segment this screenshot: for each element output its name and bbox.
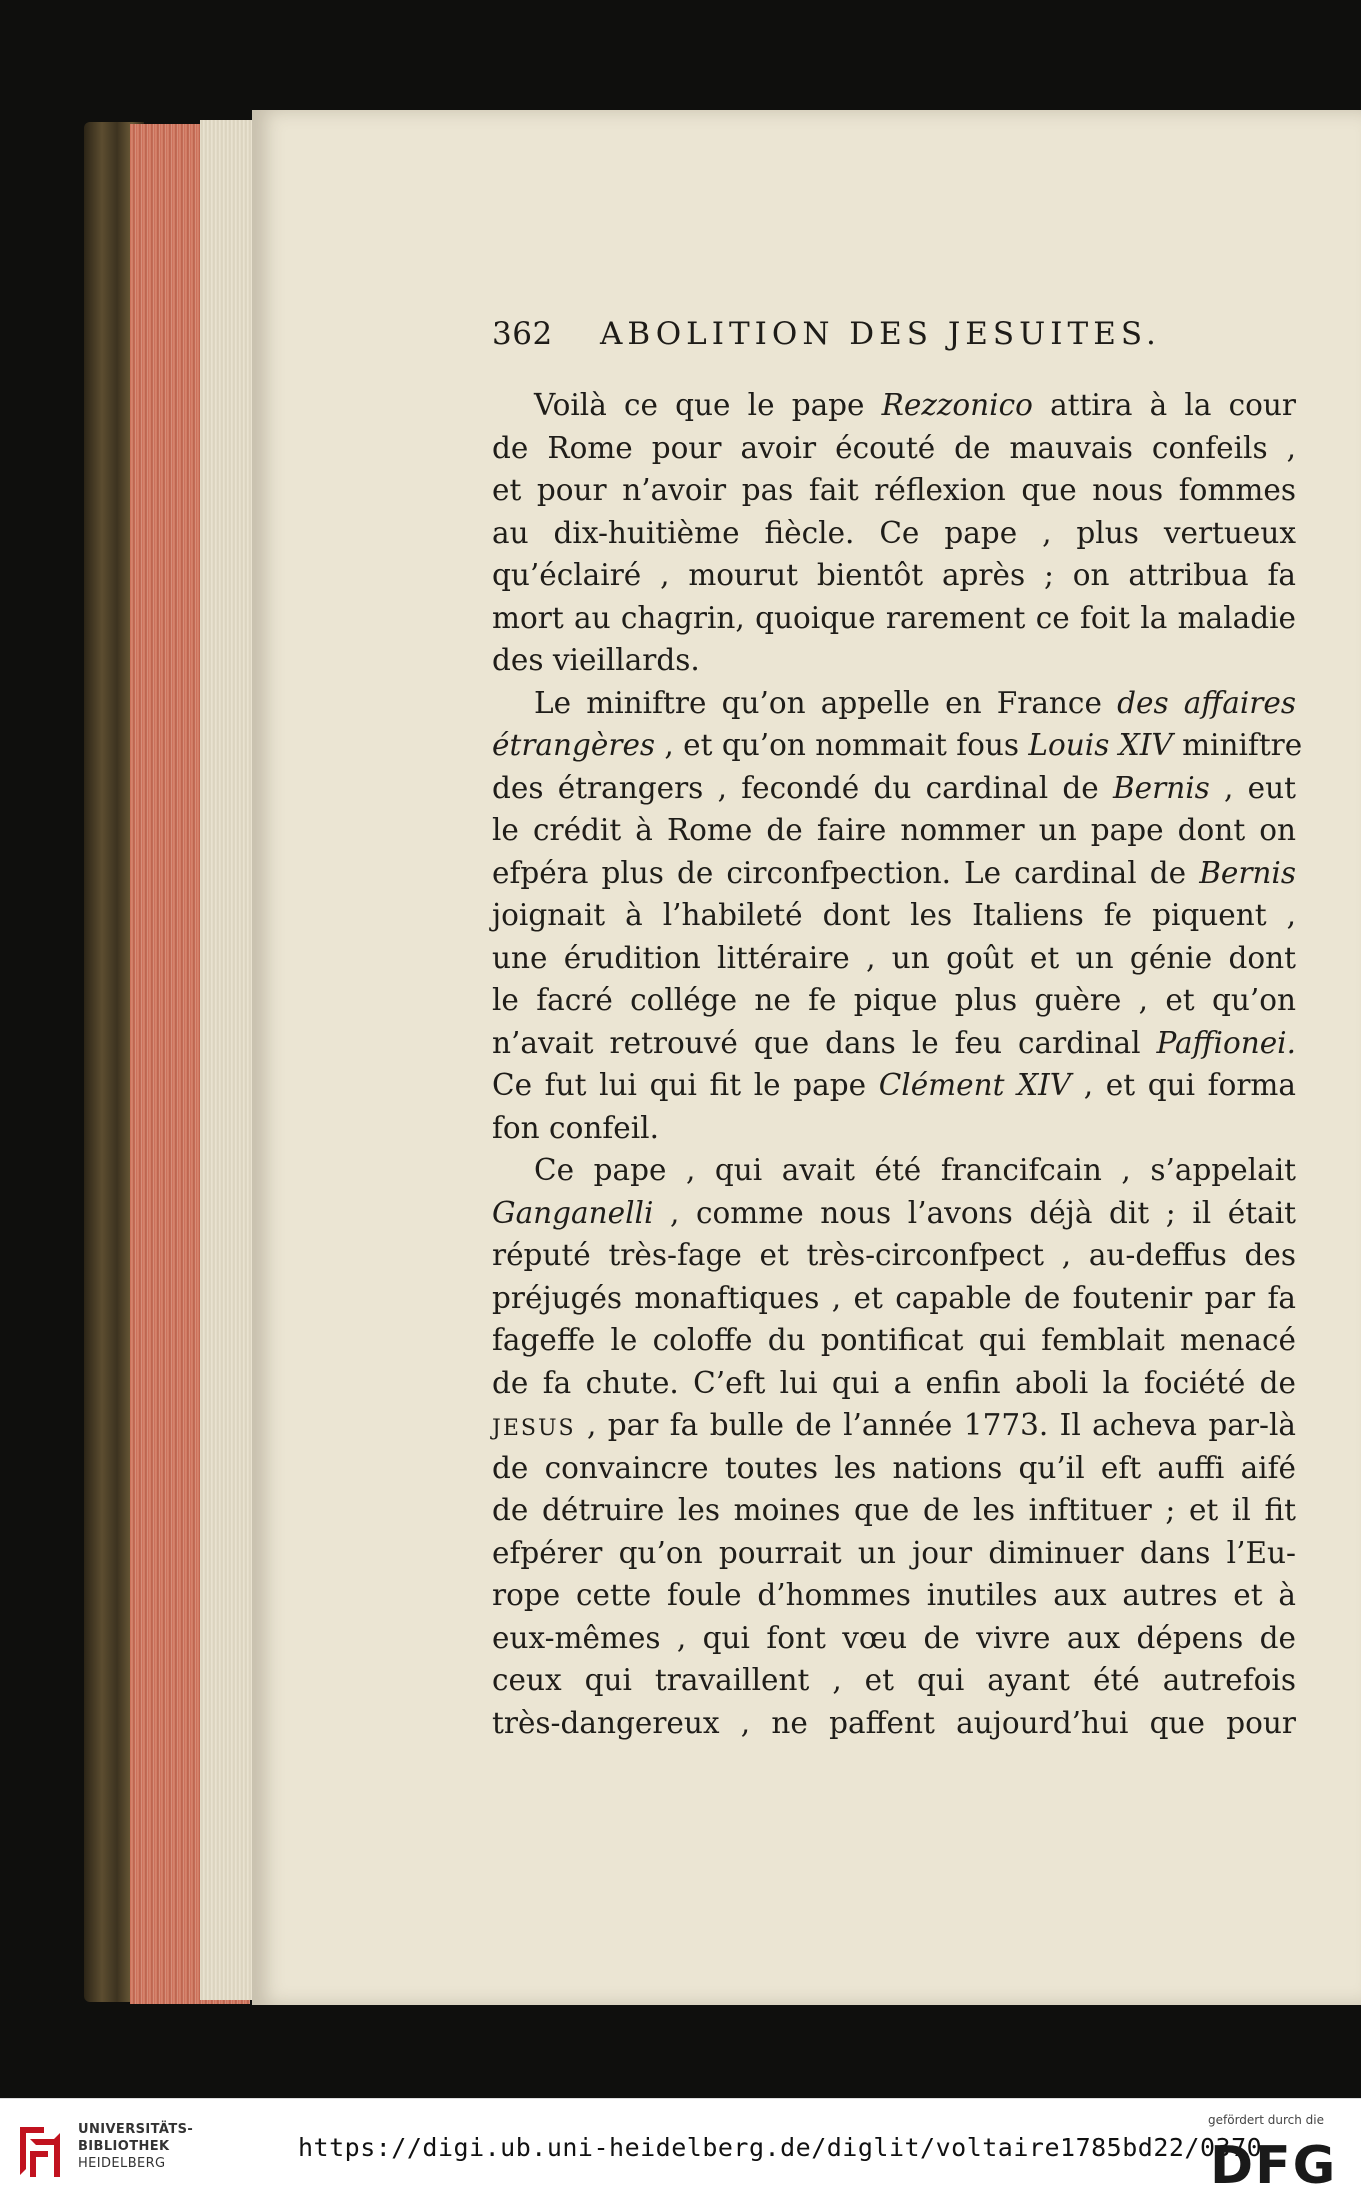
italic-run: Rezzonico: [881, 388, 1033, 422]
funding-label: gefördert durch die: [1208, 2113, 1324, 2127]
text-line: [492, 1022, 1296, 1065]
text-line: [492, 1319, 1296, 1362]
library-name: [78, 2121, 193, 2172]
text-run: de Rome pour avoir écouté de mauvais confeils ,: [492, 430, 1296, 465]
text-run: Le miniftre qu’on appelle en France: [534, 685, 1118, 720]
page-fore-edge: [200, 120, 256, 2000]
text-run: de détruire les moines que de les inftituer ; et il fit: [492, 1493, 1296, 1527]
text-run: au dix-huitième fiècle. Ce pape , plus vertueux: [492, 515, 1296, 550]
text-run: efpéra plus de circonfpection. Le cardinal de: [492, 855, 1200, 890]
text-line: [492, 1659, 1296, 1702]
text-line: [492, 1532, 1296, 1575]
text-run: eux-mêmes , qui font vœu de vivre aux dépens de: [492, 1620, 1296, 1655]
text-line: [492, 427, 1296, 470]
library-name-line: HEIDELBERG: [78, 2156, 166, 2171]
text-line: [492, 1064, 1296, 1107]
page-number: 362: [492, 316, 553, 352]
text-run: très-dangereux , ne paffent aujourd’hui que pour: [492, 1705, 1296, 1740]
text-run: Voilà ce que le pape: [534, 388, 882, 422]
dfg-logo-text: DFG: [1210, 2136, 1338, 2191]
text-run: , et qu’on nommait fous: [655, 728, 1029, 762]
body-text: [492, 384, 1303, 1744]
text-line: [492, 384, 1296, 427]
text-run: le crédit à Rome de faire nommer un pape dont on: [492, 813, 1296, 847]
text-run: le facré collége ne fe pique plus guère , et qu’on: [492, 983, 1296, 1017]
italic-run: Louis XIV: [1028, 728, 1173, 762]
italic-run: Ganganelli: [492, 1195, 654, 1230]
text-line: [492, 1277, 1296, 1320]
text-run: une érudition littéraire , un goût et un génie dont: [492, 940, 1296, 975]
text-line: [492, 1702, 1296, 1745]
text-run: qu’éclairé , mourut bientôt après ; on attribua fa: [492, 558, 1296, 592]
text-run: , et qui forma: [1071, 1068, 1296, 1102]
italic-run: Clément XIV: [878, 1068, 1072, 1102]
text-line: [492, 554, 1296, 597]
text-run: fageffe le coloffe du pontificat qui femblait menacé: [492, 1323, 1296, 1357]
text-run: des vieillards.: [492, 643, 700, 677]
text-line: [492, 724, 1303, 767]
text-run: , eut: [1209, 770, 1296, 805]
text-line: [492, 937, 1296, 980]
text-run: miniftre: [1172, 728, 1303, 762]
text-run: des étrangers , fecondé du cardinal de: [492, 770, 1113, 805]
text-run: ceux qui travaillent , et qui ayant été autrefois: [492, 1663, 1296, 1697]
text-run: de fa chute. C’eft lui qui a enfin aboli la fociété de: [492, 1365, 1296, 1400]
text-run: attira à la cour: [1032, 388, 1296, 422]
text-run: réputé très-fage et très-circonfpect , au-deffus des: [492, 1238, 1296, 1272]
ub-heidelberg-logo-icon: [14, 2119, 66, 2183]
text-run: fon confeil.: [492, 1110, 659, 1145]
library-name-line: UNIVERSITÄTS-: [78, 2122, 194, 2137]
italic-run: Bernis: [1112, 770, 1210, 805]
text-line: [492, 894, 1296, 937]
text-line: [492, 979, 1296, 1022]
text-run: n’avait retrouvé que dans le feu cardinal: [492, 1025, 1157, 1060]
text-line: [492, 639, 1296, 682]
text-line: [492, 852, 1296, 895]
text-line: [492, 682, 1296, 725]
text-run: mort au chagrin, quoique rarement ce foit la maladie: [492, 600, 1296, 635]
text-run: efpérer qu’on pourrait un jour diminuer dans l’Eu-: [492, 1535, 1296, 1570]
text-line: [492, 1234, 1296, 1277]
library-name-line: BIBLIOTHEK: [78, 2139, 170, 2154]
italic-run: Paffionei.: [1156, 1025, 1296, 1060]
text-line: [492, 1447, 1296, 1490]
text-line: [492, 1574, 1296, 1617]
text-run: , comme nous l’avons déjà dit ; il était: [653, 1195, 1296, 1230]
italic-run: des affaires: [1117, 685, 1296, 720]
text-line: [492, 1107, 1296, 1150]
text-run: Ce fut lui qui fit le pape: [492, 1068, 879, 1102]
text-run: de convaincre toutes les nations qu’il eft auffi aifé: [492, 1450, 1296, 1485]
text-run: joignait à l’habileté dont les Italiens fe piquent ,: [492, 898, 1296, 932]
text-line: [492, 1149, 1296, 1192]
viewer-footer: [0, 2098, 1361, 2201]
text-line: [492, 809, 1296, 852]
text-line: [492, 469, 1296, 512]
text-line: [492, 767, 1296, 810]
page-header: [492, 312, 1192, 362]
text-line: [492, 1404, 1296, 1447]
text-line: [492, 1362, 1296, 1405]
permalink-url[interactable]: https://digi.ub.uni-heidelberg.de/diglit/voltaire1785bd22/0370: [298, 2133, 1263, 2162]
text-run: , par fa bulle de l’année 1773. Il acheva par-là: [575, 1408, 1296, 1442]
text-run: et pour n’avoir pas fait réflexion que nous fommes: [492, 473, 1296, 507]
text-line: [492, 1192, 1296, 1235]
text-line: [492, 512, 1296, 555]
text-line: [492, 1617, 1296, 1660]
text-run: préjugés monaftiques , et capable de foutenir par fa: [492, 1280, 1296, 1315]
text-line: [492, 597, 1296, 640]
dfg-logo: [1208, 2135, 1342, 2191]
italic-run: Bernis: [1199, 855, 1296, 890]
text-line: [492, 1489, 1296, 1532]
running-title: ABOLITION DES JESUITES.: [600, 316, 1161, 352]
small-caps-run: JESUS: [492, 1416, 576, 1441]
italic-run: étrangères: [492, 728, 656, 762]
text-run: Ce pape , qui avait été francifcain , s’appelait: [534, 1153, 1296, 1187]
text-run: rope cette foule d’hommes inutiles aux autres et à: [492, 1578, 1296, 1612]
